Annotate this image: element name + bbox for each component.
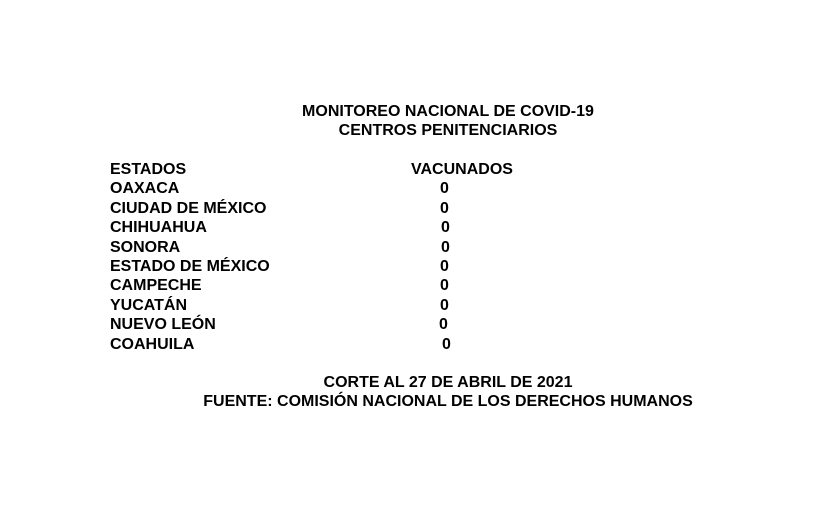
state-name: CAMPECHE bbox=[110, 277, 202, 295]
state-name: NUEVO LEÓN bbox=[110, 316, 216, 334]
state-name: CHIHUAHUA bbox=[110, 219, 207, 237]
vaccinated-count: 0 bbox=[440, 296, 449, 314]
vaccinated-count: 0 bbox=[440, 180, 449, 198]
state-name: OAXACA bbox=[110, 180, 180, 198]
vaccinated-count: 0 bbox=[442, 335, 451, 353]
vaccinated-count: 0 bbox=[441, 219, 450, 237]
header-vaccinated: VACUNADOS bbox=[411, 161, 513, 178]
state-name: YUCATÁN bbox=[110, 296, 188, 314]
source-note: FUENTE: COMISIÓN NACIONAL DE LOS DERECHOS HUMANOS bbox=[203, 393, 693, 410]
vaccinated-count: 0 bbox=[439, 316, 448, 334]
vaccinated-count: 0 bbox=[440, 277, 449, 295]
vaccinated-count: 0 bbox=[441, 238, 450, 256]
header-states: ESTADOS bbox=[110, 161, 187, 178]
vaccinated-count: 0 bbox=[440, 257, 449, 275]
document-subtitle: CENTROS PENITENCIARIOS bbox=[338, 122, 558, 139]
state-name: COAHUILA bbox=[110, 335, 195, 353]
vaccinated-count: 0 bbox=[440, 199, 449, 217]
cutoff-date: CORTE AL 27 DE ABRIL DE 2021 bbox=[323, 374, 573, 391]
state-name: ESTADO DE MÉXICO bbox=[110, 257, 270, 275]
state-name: CIUDAD DE MÉXICO bbox=[110, 199, 267, 217]
state-name: SONORA bbox=[110, 238, 181, 256]
document-title: MONITOREO NACIONAL DE COVID-19 bbox=[302, 103, 594, 120]
